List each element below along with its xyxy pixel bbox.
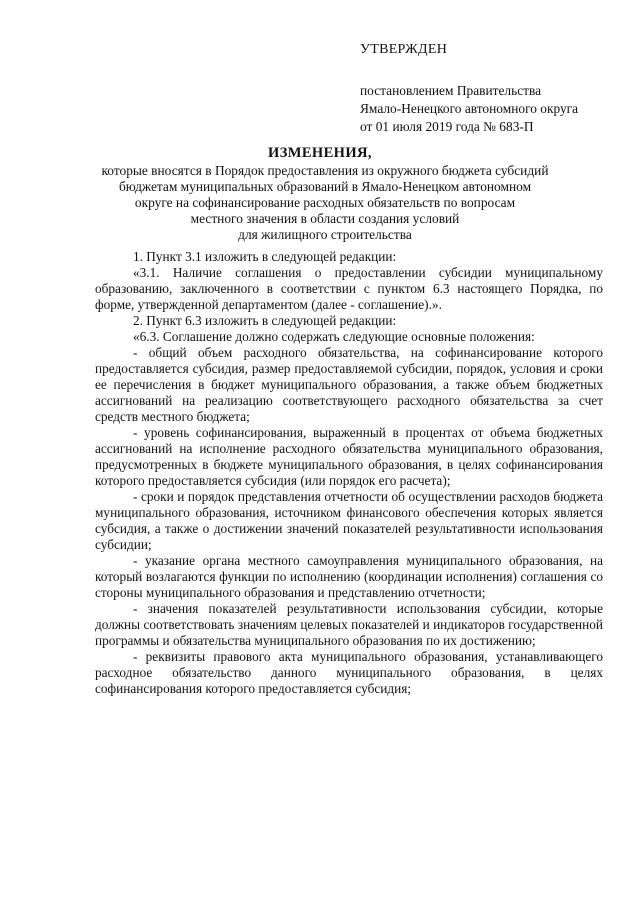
list-item-responsible-body: - указание органа местного самоуправления муниципального образования, на который возлагаются функции по исполнению (координации исполнения) соглашения со стороны муниципального образования и представлению отчетности; bbox=[95, 553, 603, 600]
approval-line-date: от 01 июля 2019 года № 683-П bbox=[360, 119, 534, 134]
subtitle-line: местного значения в области создания условий bbox=[190, 211, 460, 226]
document-title: ИЗМЕНЕНИЯ, bbox=[268, 145, 372, 161]
approval-block bbox=[360, 42, 630, 136]
document-body bbox=[95, 249, 603, 697]
subtitle-line: бюджетам муниципальных образований в Ямало-Ненецком автономном bbox=[118, 179, 532, 194]
list-item-legal-act: - реквизиты правового акта муниципального образования, устанавливающего расходное обязательство данного муниципального образования, в целях софинансирования которого предоставляется субсидия; bbox=[95, 649, 603, 696]
list-item-total-volume: - общий объем расходного обязательства, на софинансирование которого предоставляется субсидия, размер предоставляемой субсидии, порядок, условия и сроки ее перечисления в бюджет муниципального образования, а также объем бюджетных ассигнований на реализацию соответствующего расходного обязательства за счет средств местного бюджета; bbox=[95, 345, 603, 424]
approval-line-resolution: постановлением Правительства bbox=[360, 83, 542, 98]
subtitle-line: округе на софинансирование расходных обязательств по вопросам bbox=[134, 195, 516, 210]
approval-line-region: Ямало-Ненецкого автономного округа bbox=[360, 101, 579, 116]
subtitle-line: для жилищного строительства bbox=[238, 227, 412, 242]
subtitle-line: которые вносятся в Порядок предоставления из окружного бюджета субсидий bbox=[101, 163, 549, 178]
approved-heading: УТВЕРЖДЕН bbox=[360, 42, 448, 57]
list-item-indicators: - значения показателей результативности использования субсидии, которые должны соответствовать значениям целевых показателей и индикаторов государственной программы и обязательства муниципального образования по их достижению; bbox=[95, 601, 603, 648]
paragraph-clause-6-3: «6.3. Соглашение должно содержать следующие основные положения: bbox=[133, 329, 535, 344]
list-item-reporting: - сроки и порядок представления отчетности об осуществлении расходов бюджета муниципального образования, источником финансового обеспечения которых является субсидия, а также о достижении значений показателей результативности использования субсидии; bbox=[95, 489, 603, 552]
paragraph-item-1: 1. Пункт 3.1 изложить в следующей редакции: bbox=[133, 249, 397, 264]
paragraph-item-2: 2. Пункт 6.3 изложить в следующей редакции: bbox=[133, 313, 397, 328]
list-item-cofinancing-level: - уровень софинансирования, выраженный в процентах от объема бюджетных ассигнований на исполнение расходного обязательства муниципального образования, предусмотренных в бюджете муниципального образования, в целях софинансирования которого предоставляется субсидия (или порядок его расчета); bbox=[95, 425, 603, 488]
document-subtitle bbox=[70, 163, 580, 243]
paragraph-clause-3-1: «3.1. Наличие соглашения о предоставлении субсидии муниципальному образованию, заключенного в соответствии с пунктом 6.3 настоящего Порядка, по форме, утвержденной департаментом (далее - соглашение).». bbox=[95, 265, 603, 312]
